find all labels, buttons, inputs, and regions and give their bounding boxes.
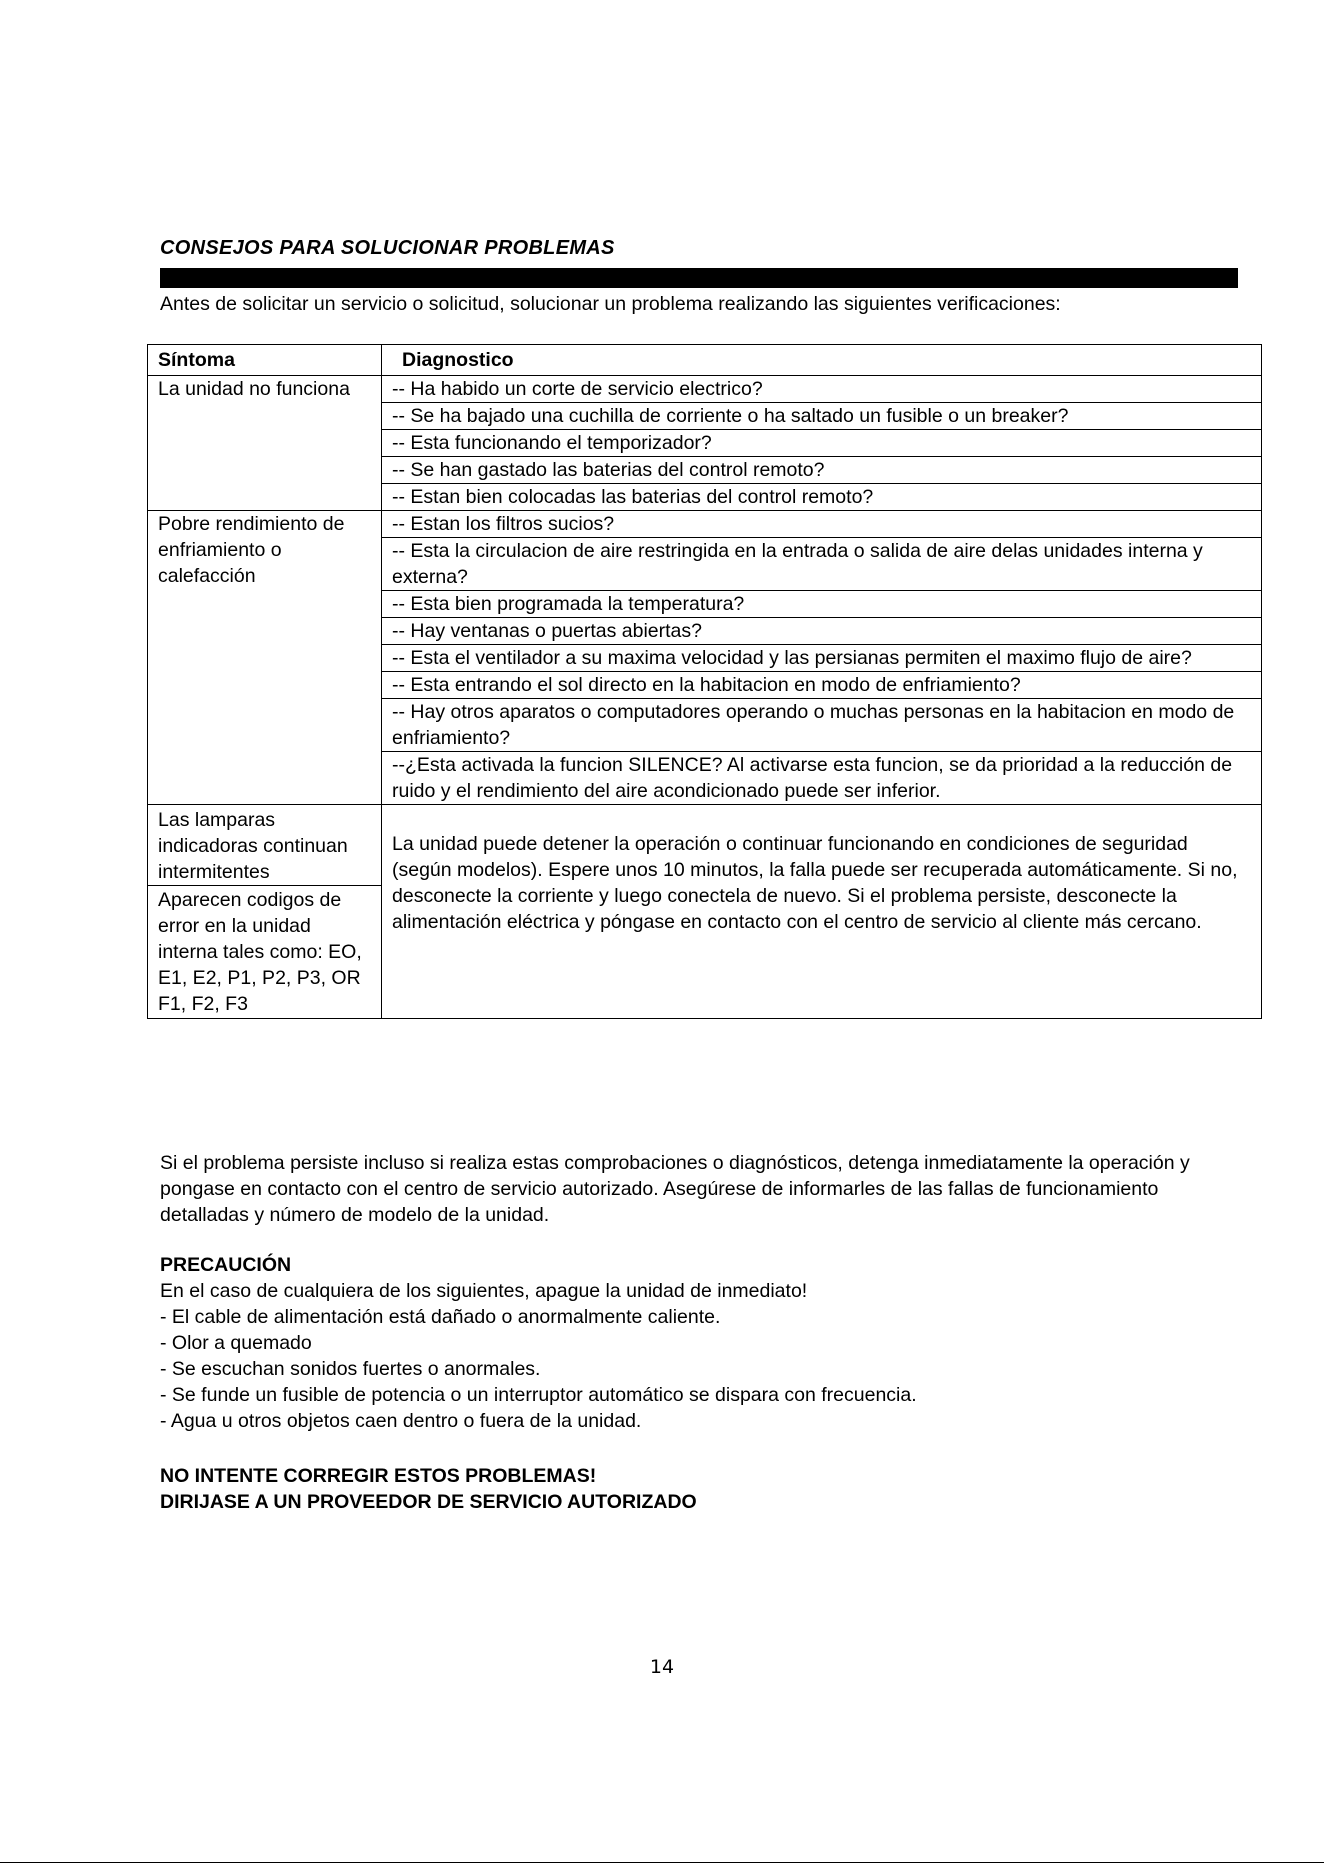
diagnosis-cell: -- Estan los filtros sucios? <box>382 511 1262 538</box>
page-number: 14 <box>649 1656 675 1678</box>
list-item: - Se funde un fusible de potencia o un interruptor automático se dispara con frecuencia. <box>160 1384 917 1406</box>
table-header-row <box>148 345 1262 376</box>
warning-block <box>160 1463 1220 1515</box>
caution-section <box>160 1252 1220 1434</box>
page-title: CONSEJOS PARA SOLUCIONAR PROBLEMAS <box>160 237 615 259</box>
list-item: - Olor a quemado <box>160 1332 312 1354</box>
list-item: - Agua u otros objetos caen dentro o fuera de la unidad. <box>160 1410 642 1432</box>
header-symptom: Síntoma <box>148 345 382 376</box>
troubleshooting-table <box>147 344 1262 1019</box>
closing-paragraph: Si el problema persiste incluso si realiza estas comprobaciones o diagnósticos, detenga inmediatamente la operación y pongase en contacto con el centro de servicio autorizado. Asegúrese de informarles de las fallas de funcionamiento detalladas y número de modelo de la unidad. <box>160 1152 1190 1226</box>
footer-rule <box>0 1862 1324 1863</box>
caution-lead: En el caso de cualquiera de los siguientes, apague la unidad de inmediato! <box>160 1280 808 1302</box>
diagnosis-cell: -- Estan bien colocadas las baterias del control remoto? <box>382 484 1262 511</box>
symptom-cell: Las lamparas indicadoras continuan intermitentes <box>148 805 382 886</box>
warning-line: NO INTENTE CORREGIR ESTOS PROBLEMAS! <box>160 1465 597 1487</box>
list-item: - El cable de alimentación está dañado o anormalmente caliente. <box>160 1306 721 1328</box>
shared-diagnosis-cell: La unidad puede detener la operación o continuar funcionando en condiciones de seguridad (según modelos). Espere unos 10 minutos, la falla puede ser recuperada automáticamente. Si no, desconecte la corriente y luego conectela de nuevo. Si el problema persiste, desconecte la alimentación eléctrica y póngase en contacto con el centro de servicio al cliente más cercano. <box>382 805 1262 1019</box>
symptom-cell: Aparecen codigos de error en la unidad interna tales como: EO, E1, E2, P1, P2, P3, OR F1, F2, F3 <box>148 886 382 1019</box>
title-divider-bar <box>160 268 1238 288</box>
diagnosis-cell: -- Hay ventanas o puertas abiertas? <box>382 618 1262 645</box>
table-row <box>148 511 1262 538</box>
diagnosis-cell: --¿Esta activada la funcion SILENCE? Al activarse esta funcion, se da prioridad a la reducción de ruido y el rendimiento del aire acondicionado puede ser inferior. <box>382 752 1262 805</box>
diagnosis-cell: -- Esta la circulacion de aire restringida en la entrada o salida de aire delas unidades interna y externa? <box>382 538 1262 591</box>
diagnosis-cell: -- Se ha bajado una cuchilla de corriente o ha saltado un fusible o un breaker? <box>382 403 1262 430</box>
diagnosis-cell: -- Ha habido un corte de servicio electrico? <box>382 376 1262 403</box>
caution-heading: PRECAUCIÓN <box>160 1254 292 1276</box>
list-item: - Se escuchan sonidos fuertes o anormales. <box>160 1358 541 1380</box>
table-row <box>148 805 1262 886</box>
diagnosis-cell: -- Esta el ventilador a su maxima velocidad y las persianas permiten el maximo flujo de aire? <box>382 645 1262 672</box>
intro-text: Antes de solicitar un servicio o solicitud, solucionar un problema realizando las siguientes verificaciones: <box>160 293 1061 315</box>
symptom-cell: La unidad no funciona <box>148 376 382 511</box>
diagnosis-cell: -- Esta entrando el sol directo en la habitacion en modo de enfriamiento? <box>382 672 1262 699</box>
diagnosis-cell: -- Esta funcionando el temporizador? <box>382 430 1262 457</box>
diagnosis-cell: -- Esta bien programada la temperatura? <box>382 591 1262 618</box>
warning-line: DIRIJASE A UN PROVEEDOR DE SERVICIO AUTORIZADO <box>160 1491 697 1513</box>
diagnosis-cell: -- Se han gastado las baterias del control remoto? <box>382 457 1262 484</box>
diagnosis-cell: -- Hay otros aparatos o computadores operando o muchas personas en la habitacion en modo de enfriamiento? <box>382 699 1262 752</box>
table-row <box>148 376 1262 403</box>
symptom-cell: Pobre rendimiento de enfriamiento o calefacción <box>148 511 382 805</box>
header-diagnosis: Diagnostico <box>382 345 1262 376</box>
